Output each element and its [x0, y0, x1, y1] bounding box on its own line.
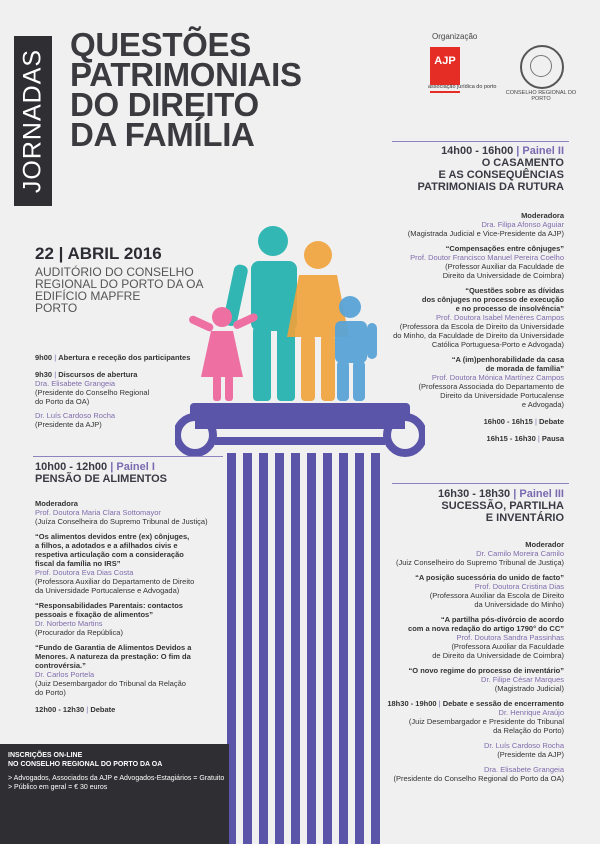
debate-item: 12h00 - 12h30 | Debate: [35, 705, 116, 714]
speaker-role: (Professora Auxiliar da Faculdade: [451, 642, 564, 651]
venue-line: REGIONAL DO PORTO DA OA: [35, 277, 204, 291]
registration-title: INSCRIÇÕES ON-LINE: [8, 752, 83, 759]
speaker-role: e Advogada): [521, 400, 564, 409]
title-line: DA FAMÍLIA: [70, 116, 255, 153]
venue-line: AUDITÓRIO DO CONSELHO: [35, 265, 194, 279]
moderator-label: Moderadora: [521, 211, 564, 220]
speaker-name: Prof. Doutor Francisco Manuel Pereira Coelho: [410, 253, 564, 262]
panel3-time: 16h30 - 18h30: [438, 488, 511, 500]
speaker-name: Dr. Camilo Moreira Camilo: [476, 549, 564, 558]
divider: [33, 456, 223, 457]
panel1-program: [35, 499, 235, 714]
ajp-logo-underline: [430, 91, 460, 93]
talk-title: “Os alimentos devidos entre (ex) cônjuges, a filhos, a adotados e a afilhados civis e respetiva articulação com a consideração fiscal da família no IRS”: [35, 532, 190, 568]
oa-name: CONSELHO REGIONAL DO PORTO: [505, 90, 577, 102]
speeches-item: 9h30 | Discursos de abertura: [35, 370, 138, 379]
talk-title: “O novo regime do processo de inventário”: [408, 666, 564, 675]
speaker-role: da Universidade Portucalense e Advogada): [35, 586, 180, 595]
speaker-name: Dr. Norberto Martins: [35, 619, 103, 628]
jornadas-band: [14, 36, 52, 206]
left-program: [35, 353, 235, 429]
opening-item: 9h00 | Abertura e receção dos participantes: [35, 353, 191, 362]
speaker-role: Católica Portuguesa-Porto e Advogada): [431, 340, 564, 349]
panel2-title: PATRIMONIAIS DA RUTURA: [417, 181, 564, 193]
speaker-role: (Professora Auxiliar do Departamento de Direito: [35, 577, 195, 586]
speaker-role: (Professora Associada do Departamento de: [418, 382, 564, 391]
speaker-name: Prof. Doutora Eva Dias Costa: [35, 568, 134, 577]
venue-line: PORTO: [35, 301, 78, 315]
talk-title: “A posição sucessória do unido de facto”: [415, 573, 564, 582]
speaker-role: Direito da Universidade de Coimbra): [442, 271, 564, 280]
registration-title: NO CONSELHO REGIONAL DO PORTO DA OA: [8, 761, 163, 768]
panel2-time: 14h00 - 16h00: [441, 145, 514, 157]
panel2-title: O CASAMENTO: [481, 157, 564, 169]
closing-item: 18h30 - 19h00 | Debate e sessão de encerramento: [387, 699, 564, 708]
panel2-label: Painel II: [522, 145, 564, 157]
panel3-title: E INVENTÁRIO: [485, 512, 564, 524]
column-shaft: [227, 453, 380, 844]
speaker-role: (Juíza Conselheira do Supremo Tribunal de Justiça): [35, 517, 208, 526]
panel2-program: [360, 211, 564, 443]
panel3-title: SUCESSÃO, PARTILHA: [441, 500, 564, 512]
event-title: [70, 26, 400, 153]
talk-title: “Compensações entre cônjuges”: [445, 244, 564, 253]
speaker-role: (Professora da Escola de Direito da Universidade: [399, 322, 564, 331]
divider: [392, 141, 569, 142]
registration-box: [0, 744, 229, 844]
panel3-label: Painel III: [519, 488, 564, 500]
panel3-program: [360, 540, 564, 783]
ajp-name: associação jurídica do porto: [428, 84, 497, 90]
jornadas-label: JORNADAS: [18, 48, 47, 194]
moderator-label: Moderadora: [35, 499, 78, 508]
oa-seal-inner: [530, 55, 552, 77]
speaker-role: (Presidente do Conselho Regional do Porto da OA): [393, 774, 564, 783]
speaker-role: (Juiz Conselheiro do Supremo Tribunal de Justiça): [396, 558, 564, 567]
speaker-role: da Relação do Porto): [493, 726, 564, 735]
pause-item: 16h15 - 16h30 | Pausa: [486, 434, 564, 443]
registration-price: > Público em geral = € 30 euros: [8, 784, 108, 791]
speaker-role: (Procurador da República): [35, 628, 123, 637]
panel2-title: E AS CONSEQUÊNCIAS: [438, 169, 564, 181]
speaker-name: Prof. Doutora Mónica Martínez Campos: [431, 373, 564, 382]
panel1-title: PENSÃO DE ALIMENTOS: [35, 473, 168, 485]
event-venue: [35, 266, 255, 314]
speaker-role: (Magistrada Judicial e Vice-Presidente da AJP): [407, 229, 564, 238]
speaker-role: (Presidente da AJP): [35, 420, 102, 429]
panel3-header: 16h30 - 18h30 | Painel III SUCESSÃO, PARTILHA E INVENTÁRIO: [380, 488, 564, 524]
title-line: QUESTÕES: [70, 26, 251, 63]
speaker-name: Dra. Filipa Afonso Aguiar: [481, 220, 564, 229]
speaker-role: (Professor Auxiliar da Faculdade de: [445, 262, 564, 271]
divider: [392, 483, 569, 484]
speaker-role: (Magistrado Judicial): [494, 684, 564, 693]
speaker-role: do Porto): [35, 688, 66, 697]
speaker-name: Dr. Luís Cardoso Rocha: [483, 741, 564, 750]
speaker-name: Prof. Doutora Sandra Passinhas: [456, 633, 564, 642]
speaker-name: Prof. Doutora Maria Clara Sottomayor: [35, 508, 161, 517]
speaker-name: Dr. Luís Cardoso Rocha: [35, 411, 116, 420]
speaker-role: (Juiz Desembargador e Presidente do Tribunal: [408, 717, 564, 726]
talk-title: “Fundo de Garantia de Alimentos Devidos a Menores. A natureza da prestação: O fim da controvérsia.”: [35, 643, 192, 670]
title-line: DO DIREITO: [70, 86, 259, 123]
talk-title: “Questões sobre as dívidas dos cônjuges no processo de execução e no processo de insolvência”: [421, 286, 564, 313]
speaker-role: (Juiz Desembargador do Tribunal da Relação: [35, 679, 186, 688]
speaker-role: Direito da Universidade Portucalense: [440, 391, 564, 400]
talk-title: “A partilha pós-divórcio de acordo com a nova redação do artigo 1790° do CC”: [408, 615, 564, 633]
speaker-name: Dr. Carlos Portela: [35, 670, 95, 679]
speaker-name: Prof. Doutora Isabel Menéres Campos: [436, 313, 564, 322]
speaker-name: Dr. Henrique Araújo: [498, 708, 564, 717]
event-date: 22 | ABRIL 2016: [35, 244, 162, 263]
speaker-role: da Universidade do Minho): [474, 600, 564, 609]
speaker-role: do Minho, da Faculdade de Direito da Universidade: [393, 331, 564, 340]
venue-line: EDIFÍCIO MAPFRE: [35, 289, 141, 303]
speaker-role: (Presidente do Conselho Regional: [35, 388, 150, 397]
speaker-role: (Professora Auxiliar da Escola de Direito: [429, 591, 564, 600]
panel1-label: Painel I: [116, 461, 155, 473]
ajp-logo: AJP: [430, 47, 460, 85]
speaker-role: do Porto da OA): [35, 397, 90, 406]
speaker-name: Dra. Elisabete Grangeia: [35, 379, 116, 388]
speaker-role: de Direito da Universidade de Coimbra): [432, 651, 564, 660]
registration-price: > Advogados, Associados da AJP e Advogados-Estagiários = Gratuito: [8, 775, 225, 782]
panel2-header: 14h00 - 16h00 | Painel II O CASAMENTO E AS CONSEQUÊNCIAS PATRIMONIAIS DA RUTURA: [380, 145, 564, 193]
moderator-label: Moderador: [525, 540, 564, 549]
speaker-name: Dra. Elisabete Grangeia: [483, 765, 564, 774]
title-line: PATRIMONIAIS: [70, 56, 302, 93]
talk-title: “A (im)penhorabilidade da casa de morada de família”: [451, 355, 564, 373]
speaker-name: Dr. Filipe César Marques: [481, 675, 564, 684]
panel1-header: 10h00 - 12h00 | Painel I PENSÃO DE ALIMENTOS: [35, 461, 235, 485]
talk-title: “Responsabilidades Parentais: contactos pessoais e fixação de alimentos”: [35, 601, 183, 619]
debate-item: 16h00 - 16h15 | Debate: [483, 417, 564, 426]
speaker-name: Prof. Doutora Cristina Dias: [474, 582, 564, 591]
organization-label: Organização: [432, 32, 478, 41]
panel1-time: 10h00 - 12h00: [35, 461, 108, 473]
speaker-role: (Presidente da AJP): [497, 750, 564, 759]
